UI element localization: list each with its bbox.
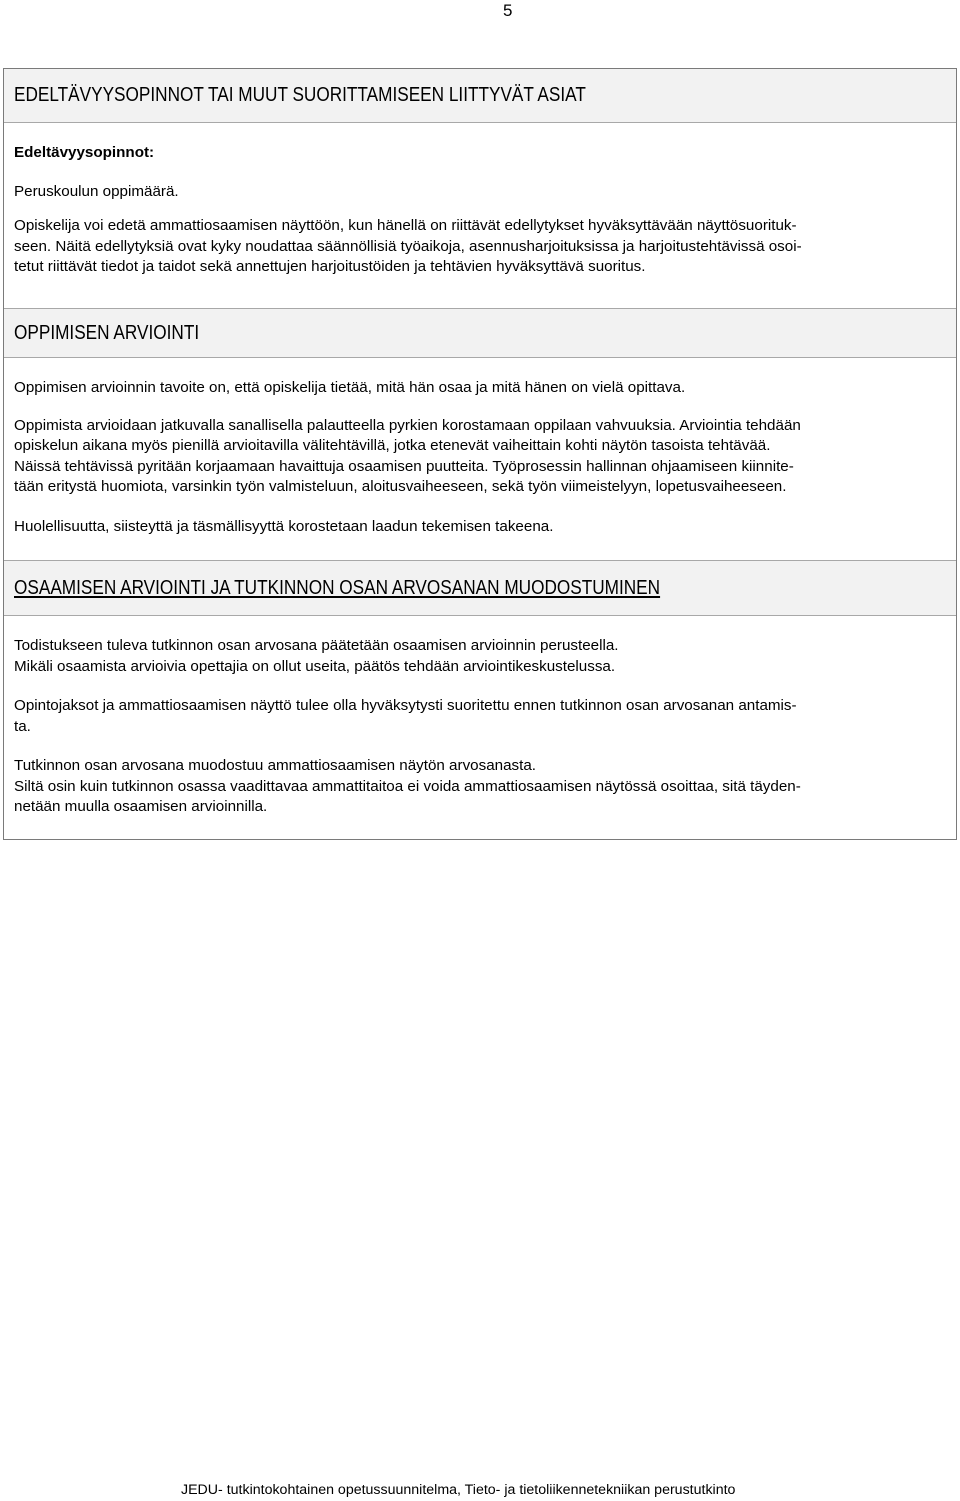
paragraph-line: netään muulla osaamisen arvioinnilla. — [14, 798, 268, 815]
page-footer: JEDU- tutkintokohtainen opetussuunnitelma, Tieto- ja tietoliikennetekniikan perustutkinto — [181, 1482, 736, 1498]
subheading-prerequisites: Edeltävyysopinnot: — [14, 144, 155, 161]
paragraph-line: Todistukseen tuleva tutkinnon osan arvosana päätetään osaamisen arvioinnin perusteella. — [14, 637, 619, 654]
section-title-learning-assessment: OPPIMISEN ARVIOINTI — [14, 321, 200, 344]
course-completion-paragraph — [14, 696, 946, 737]
paragraph-line: Siltä osin kuin tutkinnon osassa vaadittavaa ammattitaitoa ei voida ammattiosaamisen näytössä osoittaa, sitä täyden- — [14, 777, 801, 795]
basic-education-line: Peruskoulun oppimäärä. — [14, 182, 179, 200]
assessment-goal-paragraph: Oppimisen arvioinnin tavoite on, että opiskelija tietää, mitä hän osaa ja mitä hänen on vielä opittava. — [14, 379, 686, 396]
paragraph-line: Tutkinnon osan arvosana muodostuu ammattiosaamisen näytön arvosanasta. — [14, 757, 537, 774]
paragraph-line: tetut riittävät tiedot ja taidot sekä annettujen harjoitustöiden ja tehtävien hyväksyttävä suoritus. — [14, 258, 646, 275]
paragraph-line: Opintojaksot ja ammattiosaamisen näyttö tulee olla hyväksytysti suoritettu ennen tutkinnon osan arvosanan antamis- — [14, 697, 797, 714]
section-title-grade-formation: OSAAMISEN ARVIOINTI JA TUTKINNON OSAN ARVOSANAN MUODOSTUMINEN — [14, 576, 661, 599]
section-header-grade-formation — [4, 560, 956, 616]
grade-composition-paragraph — [14, 756, 946, 818]
section-body-learning-assessment — [4, 358, 956, 560]
paragraph-line: tään eritystä huomiota, varsinkin työn valmisteluun, aloitusvaiheeseen, sekä työn viimeistelyyn, lopetusvaiheeseen. — [14, 478, 787, 495]
paragraph-line: opiskelun aikana myös pienillä arvioitavilla välitehtävillä, jotka etenevät vaiheittain kohti näytön tasoista tehtävää. — [14, 437, 771, 454]
section-header-prerequisites — [4, 69, 956, 123]
section-body-grade-formation — [4, 616, 956, 818]
section-body-prerequisites — [4, 123, 956, 308]
paragraph-line: Oppimista arvioidaan jatkuvalla sanallisella palautteella pyrkien korostamaan oppilaan vahvuuksia. Arviointia tehdään — [14, 416, 801, 434]
content-box — [3, 68, 957, 840]
paragraph-line: Näissä tehtävissä pyritään korjaamaan havaittuja osaamisen puutteita. Työprosessin hallinnan ohjaamiseen kiinnite- — [14, 457, 794, 475]
assessment-method-paragraph — [14, 416, 946, 498]
paragraph-line: Mikäli osaamista arvioivia opettajia on ollut useita, päätös tehdään arviointikeskustelussa. — [14, 657, 616, 675]
prerequisites-paragraph — [14, 216, 946, 278]
paragraph-line: seen. Näitä edellytyksiä ovat kyky noudattaa säännöllisiä työaikoja, asennusharjoituksissa ja harjoitustehtävissä osoi- — [14, 237, 802, 255]
paragraph-line: Opiskelija voi edetä ammattiosaamisen näyttöön, kun hänellä on riittävät edellytykset hyväksyttävään näyttösuorituk- — [14, 217, 797, 234]
page-number: 5 — [503, 1, 513, 20]
section-header-learning-assessment — [4, 308, 956, 358]
quality-paragraph: Huolellisuutta, siisteyttä ja täsmällisyyttä korostetaan laadun tekemisen takeena. — [14, 517, 554, 535]
grade-decision-paragraph — [14, 636, 946, 677]
paragraph-line: ta. — [14, 717, 31, 735]
section-title-prerequisites: EDELTÄVYYSOPINNOT TAI MUUT SUORITTAMISEEN LIITTYVÄT ASIAT — [14, 84, 586, 106]
